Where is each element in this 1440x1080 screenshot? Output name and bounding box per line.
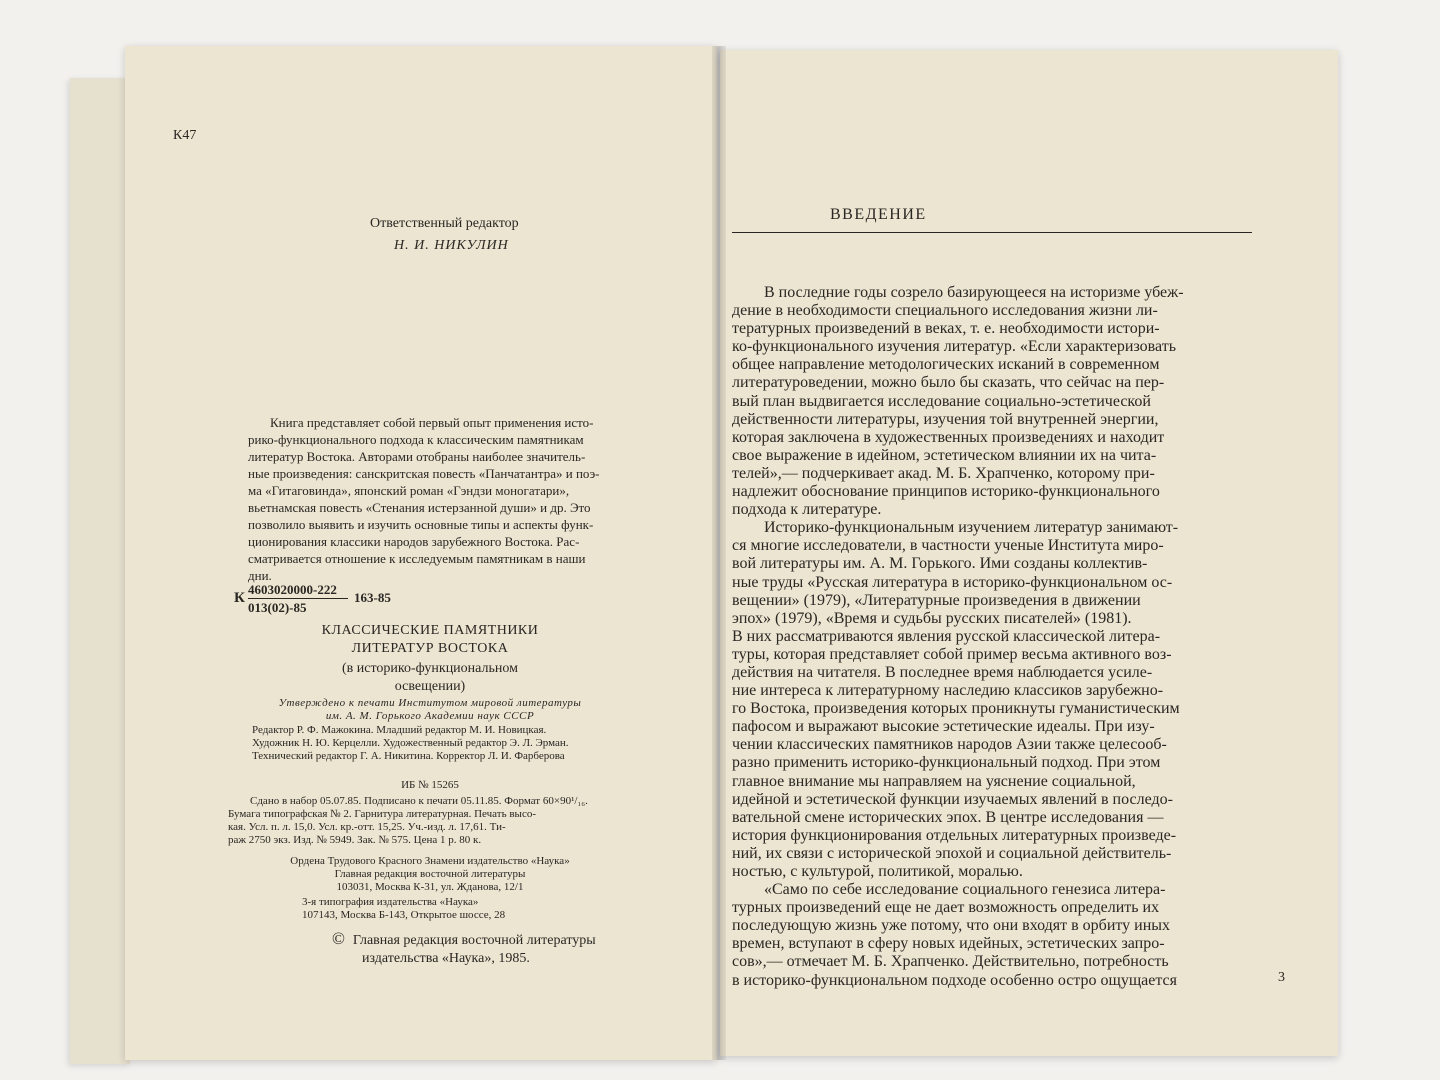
publisher-line: Ордена Трудового Красного Знамени издательство «Наука» bbox=[290, 855, 570, 867]
abstract-line: вьетнамская повесть «Стенания истерзанной души» и др. Это bbox=[248, 500, 591, 515]
publisher-line: 103031, Москва К-31, ул. Жданова, 12/1 bbox=[336, 881, 524, 893]
body-line: «Само по себе исследование социального генезиса литера- bbox=[764, 881, 1166, 899]
body-line: в историко-функциональном подходе особенно остро ощущается bbox=[732, 971, 1177, 989]
typography-line: 107143, Москва Б-143, Открытое шоссе, 28 bbox=[302, 909, 506, 921]
typography-info bbox=[302, 896, 505, 922]
book-abstract bbox=[248, 414, 628, 584]
subtitle-line: освещении) bbox=[394, 679, 466, 694]
print-line: Сдано в набор 05.07.85. Подписано к печати 05.11.85. Формат 60×90¹/₁₆. bbox=[250, 795, 588, 807]
body-line: Историко-функциональным изучением литератур занимают- bbox=[764, 519, 1179, 537]
ib-number: ИБ № 15265 bbox=[401, 779, 459, 791]
abstract-line: дни. bbox=[248, 568, 272, 583]
body-line: которая заключена в художественных произведениях и находит bbox=[732, 428, 1165, 446]
editorial-staff bbox=[252, 724, 647, 763]
body-line: последующую жизнь уже потому, что они входят в орбиту иных bbox=[732, 917, 1171, 935]
abstract-line: рико-функционального подхода к классическим памятникам bbox=[248, 432, 584, 447]
catalog-letter: К bbox=[234, 590, 245, 606]
print-info bbox=[228, 795, 648, 847]
abstract-line: ные произведения: санскритская повесть «Панчатантра» и поэ- bbox=[248, 466, 600, 481]
body-line: литературоведении, можно было бы сказать, что сейчас на пер- bbox=[732, 374, 1165, 392]
abstract-line: ционирования классики народов зарубежного Востока. Рас- bbox=[248, 534, 580, 549]
staff-line: Технический редактор Г. А. Никитина. Корректор Л. И. Фарберова bbox=[252, 750, 565, 762]
abstract-line: позволило выявить и изучить основные типы и аспекты функ- bbox=[248, 517, 594, 532]
print-line: раж 2750 экз. Изд. № 5949. Зак. № 575. Цена 1 р. 80 к. bbox=[228, 834, 482, 846]
body-line: телей»,— подчеркивает акад. М. Б. Храпченко, которому при- bbox=[732, 464, 1155, 482]
approval-line: им. А. М. Горького Академии наук СССР bbox=[325, 710, 535, 722]
book-subtitle bbox=[240, 660, 620, 696]
body-line: вещении» (1979), «Литературные произведения в движении bbox=[732, 591, 1141, 609]
page-number: 3 bbox=[1278, 970, 1285, 985]
body-line: сов»,— отмечает М. Б. Храпченко. Действительно, потребность bbox=[732, 953, 1169, 971]
body-line: туры, которая представляет собой пример весьма активного воз- bbox=[732, 645, 1172, 663]
typography-line: 3-я типография издательства «Наука» bbox=[302, 896, 479, 908]
body-line: времен, вступают в сферу новых идейных, эстетических запро- bbox=[732, 935, 1165, 953]
body-line: разно применить историко-функциональный подход. При этом bbox=[732, 754, 1161, 772]
copyright-line: издательства «Наука», 1985. bbox=[362, 951, 530, 966]
body-line: турных произведений еще не дает возможность определить их bbox=[732, 899, 1160, 917]
body-line: В последние годы созрело базирующееся на историзме убеж- bbox=[764, 284, 1184, 301]
abstract-line: сматривается отношение к исследуемым памятникам в наши bbox=[248, 551, 586, 566]
catalog-denominator: 013(02)-85 bbox=[248, 600, 307, 615]
body-line: главное внимание мы направляем на уяснение социальной, bbox=[732, 772, 1136, 790]
publisher-line: Главная редакция восточной литературы bbox=[334, 868, 526, 880]
body-line: история функционирования отдельных литературных произведе- bbox=[732, 826, 1177, 844]
body-line: эпох» (1979), «Время и судьбы русских писателей» (1981). bbox=[732, 609, 1132, 627]
editor-name: Н. И. НИКУЛИН bbox=[394, 238, 509, 253]
body-line: ся многие исследователи, в частности ученые Института миро- bbox=[732, 537, 1164, 555]
copyright-notice bbox=[332, 930, 596, 968]
book-title bbox=[240, 622, 620, 658]
body-line: вой литературы им. А. М. Горького. Ими созданы коллектив- bbox=[732, 555, 1148, 573]
title-line: ЛИТЕРАТУР ВОСТОКА bbox=[351, 641, 509, 656]
catalog-suffix: 163-85 bbox=[354, 590, 391, 605]
catalog-code: К47 bbox=[173, 128, 197, 143]
body-line: пафосом и выражают высокие эстетические идеалы. При изу- bbox=[732, 718, 1155, 736]
editor-label: Ответственный редактор bbox=[370, 216, 519, 231]
subtitle-line: (в историко-функциональном bbox=[342, 661, 518, 676]
body-line: надлежит обоснование принципов историко-функционального bbox=[732, 483, 1160, 501]
title-line: КЛАССИЧЕСКИЕ ПАМЯТНИКИ bbox=[321, 623, 539, 638]
body-line: ние интереса к литературному наследию классиков зарубежно- bbox=[732, 682, 1164, 700]
paragraph bbox=[732, 284, 1252, 519]
body-line: общее направление методологических исканий в современном bbox=[732, 356, 1160, 374]
copyright-line: Главная редакция восточной литературы bbox=[352, 933, 596, 948]
body-line: вый план выдвигается исследование социально-эстетической bbox=[732, 392, 1151, 410]
body-line: свое выражение в идейном, эстетическом влиянии их на чита- bbox=[732, 446, 1157, 464]
body-line: ко-функционального изучения литератур. «Если характеризовать bbox=[732, 338, 1176, 356]
abstract-line: ма «Гитаговинда», японский роман «Гэндзи моногатари», bbox=[248, 483, 570, 498]
approval-line: Утверждено к печати Институтом мировой литературы bbox=[278, 697, 582, 709]
copyright-icon: © bbox=[332, 929, 345, 948]
body-line: вательной смене исторических эпох. В центре исследования — bbox=[732, 808, 1164, 826]
body-line: го Востока, произведения которых проникнуты гуманистическим bbox=[732, 700, 1180, 718]
body-line: действия на читателя. В последнее время наблюдается усиле- bbox=[732, 663, 1153, 681]
body-line: действенности литературы, изучения той внутренней энергии, bbox=[732, 410, 1159, 428]
body-line: ные труды «Русская литература в историко-функциональном ос- bbox=[732, 573, 1173, 591]
paragraph bbox=[732, 519, 1252, 881]
body-line: тературных произведений в веках, т. е. необходимости истори- bbox=[732, 320, 1160, 338]
body-line: чении классических памятников народов Азии также целесооб- bbox=[732, 736, 1167, 754]
body-line: ностью, с культурой, политикой, моралью. bbox=[732, 863, 1023, 880]
paragraph bbox=[732, 881, 1252, 990]
body-line: подхода к литературе. bbox=[732, 501, 882, 519]
catalog-numerator: 4603020000-222 bbox=[248, 582, 337, 597]
staff-line: Художник Н. Ю. Керцелли. Художественный редактор Э. Л. Эрман. bbox=[252, 737, 569, 749]
body-line: дение в необходимости специального исследования жизни ли- bbox=[732, 302, 1158, 320]
body-line: В них рассматриваются явления русской классической литера- bbox=[732, 627, 1161, 645]
book-cover-edge bbox=[70, 78, 130, 1064]
print-line: Бумага типографская № 2. Гарнитура литературная. Печать высо- bbox=[228, 808, 536, 820]
publisher-info bbox=[240, 855, 620, 894]
body-line: идейной и эстетической функции изучаемых явлений в последо- bbox=[732, 790, 1173, 808]
body-line: ний, их связи с исторической эпохой и социальной действитель- bbox=[732, 844, 1172, 862]
chapter-body bbox=[732, 284, 1252, 990]
abstract-line: Книга представляет собой первый опыт применения исто- bbox=[270, 415, 594, 430]
fraction-line bbox=[248, 598, 348, 599]
abstract-line: литератур Востока. Авторами отобраны наиболее значитель- bbox=[248, 449, 586, 464]
approval-note bbox=[240, 697, 620, 723]
book-gutter bbox=[712, 46, 726, 1060]
chapter-heading: ВВЕДЕНИЕ bbox=[830, 206, 927, 223]
staff-line: Редактор Р. Ф. Мажокина. Младший редактор М. И. Новицкая. bbox=[252, 724, 547, 736]
print-line: кая. Усл. п. л. 15,0. Усл. кр.-отт. 15,25. Уч.-изд. л. 17,61. Ти- bbox=[228, 821, 506, 833]
heading-rule bbox=[732, 232, 1252, 233]
